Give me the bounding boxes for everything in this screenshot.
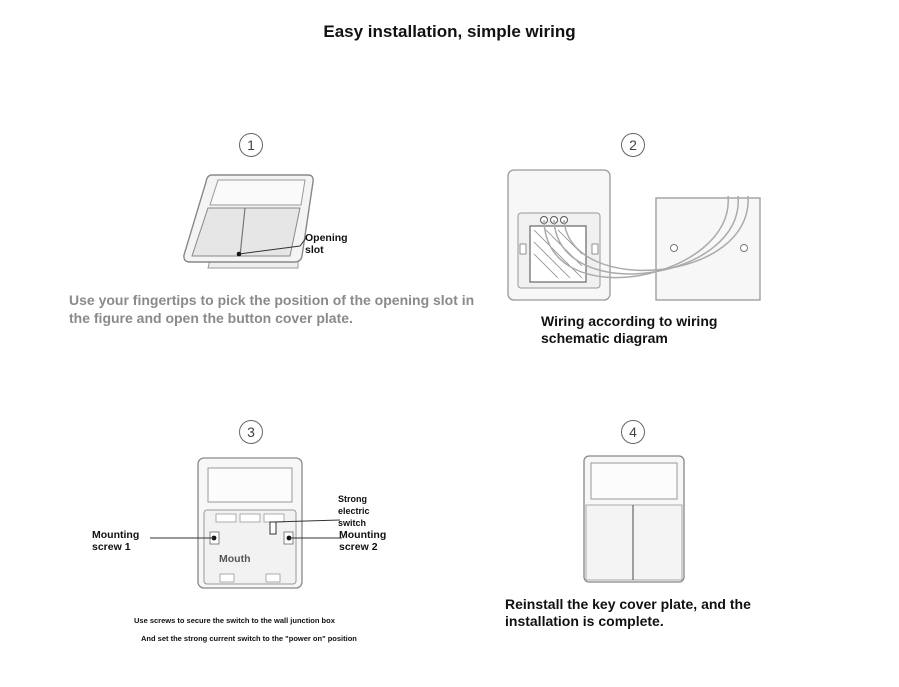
mounting-screw-2-label: Mounting screw 2 <box>339 529 387 553</box>
opening-slot-label: Opening slot <box>305 232 348 256</box>
page-title: Easy installation, simple wiring <box>323 22 576 41</box>
step-3-note-1: Use screws to secure the switch to the wall junction box <box>134 616 335 625</box>
step-4-finished-switch-illustration <box>583 455 687 585</box>
strong-electric-switch-label: Strong electric switch <box>338 494 370 528</box>
step-2-wiring-illustration <box>506 168 766 308</box>
step-2-number: 2 <box>621 133 645 157</box>
step-1-number: 1 <box>239 133 263 157</box>
step-4-caption: Reinstall the key cover plate, and the installation is complete. <box>505 596 751 629</box>
mouth-label: Mouth <box>219 553 251 565</box>
step-3-note-2: And set the strong current switch to the "power on" position <box>141 634 357 643</box>
step-4-number: 4 <box>621 420 645 444</box>
step-2-caption: Wiring according to wiring schematic diagram <box>541 313 718 346</box>
step-3-mounting-illustration <box>196 456 306 592</box>
step-3-number: 3 <box>239 420 263 444</box>
mounting-screw-1-label: Mounting screw 1 <box>92 529 140 553</box>
step-1-switch-illustration <box>180 170 320 275</box>
step-1-caption: Use your fingertips to pick the position of the opening slot in the figure and open the button cover plate. <box>69 292 475 326</box>
